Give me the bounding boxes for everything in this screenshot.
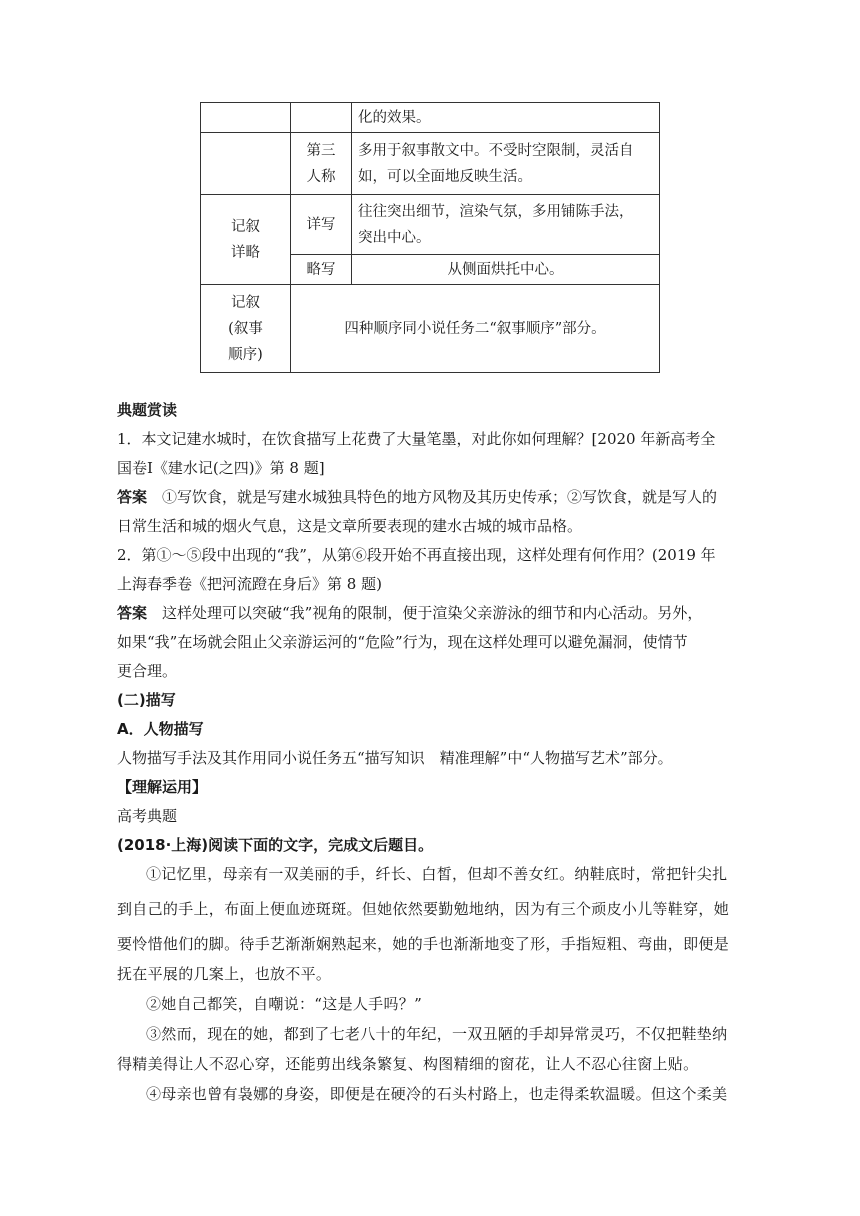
table-cell: 详写	[291, 195, 352, 255]
table-cell: 略写	[291, 255, 352, 285]
table-cell	[201, 195, 291, 285]
passage-line: 抚在平展的几案上，也放不平。	[117, 965, 332, 983]
question-line: 2．第①～⑤段中出现的“我”，从第⑥段开始不再直接出现，这样处理有何作用？(2019 年	[117, 546, 716, 564]
passage-intro: (2018·上海)阅读下面的文字，完成文后题目。	[117, 836, 434, 854]
table-cell-text: 记叙	[231, 294, 260, 311]
table-cell	[201, 133, 291, 195]
passage-line: 到自己的手上，布面上便血迹斑斑。但她依然要勤勉地纳，因为有三个顽皮小儿等鞋穿，她	[117, 900, 730, 918]
table-cell	[352, 195, 660, 255]
table-cell: 四种顺序同小说任务二“叙事顺序”部分。	[291, 285, 660, 373]
table-cell	[291, 133, 352, 195]
question-line: 1．本文记建水城时，在饮食描写上花费了大量笔墨，对此你如何理解？[2020 年新高考全	[117, 430, 716, 448]
table-cell: 从侧面烘托中心。	[352, 255, 660, 285]
passage-line: ④母亲也曾有袅娜的身姿，即便是在硬冷的石头村路上，也走得柔软温暖。但这个柔美	[146, 1085, 728, 1103]
table-cell-text: 多用于叙事散文中。不受时空限制，灵活自	[358, 142, 634, 159]
table-cell	[201, 103, 291, 133]
table-cell-text: 突出中心。	[358, 229, 431, 246]
passage-line: ②她自己都笑，自嘲说：“这是人手吗？”	[146, 995, 423, 1013]
table-cell-text: 记叙	[231, 218, 260, 235]
passage-line: ①记忆里，母亲有一双美丽的手，纤长、白皙，但却不善女红。纳鞋底时，常把针尖扎	[146, 865, 728, 883]
table-cell	[291, 103, 352, 133]
answer-line	[117, 487, 747, 507]
answer-line	[117, 603, 747, 623]
answer-line: 更合理。	[117, 662, 178, 680]
table-cell-text: 第三	[306, 142, 336, 159]
table-cell: 化的效果。	[352, 103, 660, 133]
table-cell-text: 详略	[231, 244, 260, 261]
table-cell-text: 顺序)	[228, 346, 263, 363]
passage-line: ③然而，现在的她，都到了七老八十的年纪，一双丑陋的手却异常灵巧，不仅把鞋垫纳	[146, 1025, 728, 1043]
section-heading: 【理解运用】	[117, 778, 208, 796]
section-heading: (二)描写	[117, 691, 176, 709]
table-cell-text: 往往突出细节，渲染气氛，多用铺陈手法，	[358, 203, 634, 220]
answer-label: 答案	[117, 488, 148, 506]
answer-line: 如果“我”在场就会阻止父亲游运河的“危险”行为，现在这样处理可以避免漏洞，使情节	[117, 633, 688, 651]
subsection-heading: A．人物描写	[117, 720, 204, 738]
section-heading: 典题赏读	[117, 401, 178, 419]
answer-line: 日常生活和城的烟火气息，这是文章所要表现的建水古城的城市品格。	[117, 517, 583, 535]
table-cell	[352, 133, 660, 195]
passage-line: 得精美得让人不忍心穿，还能剪出线条繁复、构图精细的窗花，让人不忍心往窗上贴。	[117, 1055, 699, 1073]
body-line: 人物描写手法及其作用同小说任务五“描写知识 精准理解”中“人物描写艺术”部分。	[117, 749, 673, 767]
body-line: 高考典题	[117, 807, 178, 825]
table-cell-text: 人称	[306, 168, 336, 185]
question-line: 上海春季卷《把河流蹬在身后》第 8 题)	[117, 575, 382, 593]
passage-line: 要怜惜他们的脚。待手艺渐渐娴熟起来，她的手也渐渐地变了形，手指短粗、弯曲，即便是	[117, 935, 730, 953]
answer-label: 答案	[117, 604, 148, 622]
question-line: 国卷Ⅰ《建水记(之四)》第 8 题]	[117, 459, 325, 477]
narrative-table	[200, 102, 660, 373]
table-cell	[201, 285, 291, 373]
answer-text: 这样处理可以突破“我”视角的限制，便于渲染父亲游泳的细节和内心活动。另外，	[162, 604, 703, 622]
answer-text: ①写饮食，就是写建水城独具特色的地方风物及其历史传承；②写饮食，就是写人的	[162, 488, 718, 506]
table-cell-text: (叙事	[228, 320, 263, 337]
table-cell-text: 如，可以全面地反映生活。	[358, 168, 532, 185]
